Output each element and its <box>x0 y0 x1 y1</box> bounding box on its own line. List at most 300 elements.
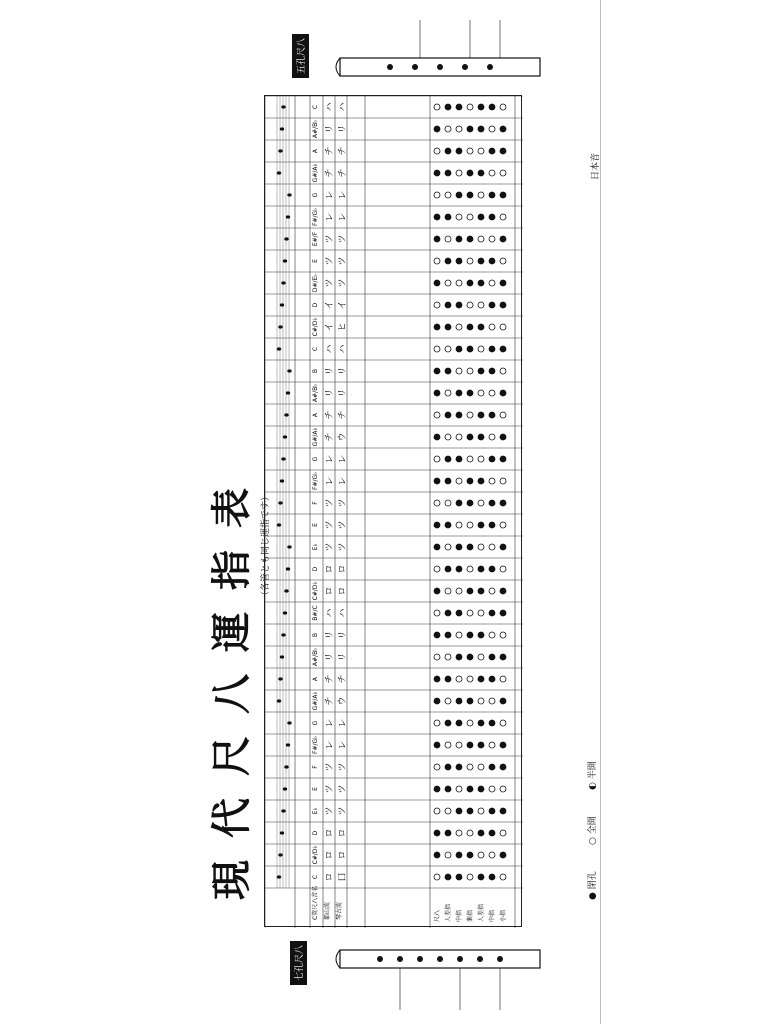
finger-hole-dot <box>500 566 506 572</box>
finger-hole-dot <box>478 786 484 792</box>
finger-hole-dot <box>489 148 495 154</box>
tozan-label: ロ <box>325 850 335 860</box>
finger-hole-dot <box>467 148 473 154</box>
finger-hole-dot <box>478 434 484 440</box>
kinko-label: ツ <box>338 520 348 530</box>
finger-hole-dot <box>478 280 484 286</box>
kinko-label: ツ <box>338 806 348 816</box>
fingering-table <box>264 95 522 927</box>
finger-hole-dot <box>478 808 484 814</box>
pitch-label: A <box>312 676 319 682</box>
pitch-label: E♭ <box>312 543 319 551</box>
finger-hole-dot <box>445 456 451 462</box>
tozan-label: レ <box>325 476 335 486</box>
note-head <box>281 809 285 812</box>
finger-hole-dot <box>489 236 495 242</box>
finger-hole-dot <box>467 522 473 528</box>
finger-hole-dot <box>445 104 451 110</box>
kinko-label: チ <box>338 674 348 684</box>
finger-hole-dot <box>434 170 440 176</box>
finger-hole-dot <box>489 214 495 220</box>
finger-hole-dot <box>467 390 473 396</box>
pitch-label: B <box>312 632 319 638</box>
finger-hole-dot <box>478 654 484 660</box>
finger-hole-dot <box>489 698 495 704</box>
kinko-label: リ <box>338 366 348 376</box>
finger-hole-dot <box>467 324 473 330</box>
finger-row-label: 中指 <box>489 909 496 922</box>
kinko-label: 口 <box>338 872 348 882</box>
finger-hole-dot <box>478 346 484 352</box>
row-label: 琴古流 <box>336 901 343 920</box>
finger-hole-dot <box>467 786 473 792</box>
finger-hole-dot <box>434 500 440 506</box>
pitch-label: C#/D♭ <box>312 581 319 601</box>
tozan-label: リ <box>325 630 335 640</box>
finger-hole-dot <box>467 742 473 748</box>
finger-hole-dot <box>478 412 484 418</box>
kinko-label: ロ <box>338 850 348 860</box>
note-head <box>281 281 285 284</box>
finger-hole-dot <box>467 368 473 374</box>
finger-hole-dot <box>500 874 506 880</box>
finger-hole-dot <box>489 412 495 418</box>
finger-hole-dot <box>456 258 462 264</box>
finger-hole-dot <box>467 346 473 352</box>
tozan-label: ツ <box>325 520 335 530</box>
finger-hole-dot <box>500 500 506 506</box>
tozan-label: リ <box>325 388 335 398</box>
kinko-label: リ <box>338 124 348 134</box>
finger-hole-dot <box>489 346 495 352</box>
tozan-label: ロ <box>325 586 335 596</box>
finger-hole-dot <box>478 610 484 616</box>
tozan-label: ハ <box>325 102 335 112</box>
finger-hole-dot <box>467 808 473 814</box>
finger-hole-dot <box>467 456 473 462</box>
finger-hole-dot <box>456 324 462 330</box>
finger-hole-dot <box>500 478 506 484</box>
pitch-label: C <box>312 346 319 352</box>
finger-hole-dot <box>478 698 484 704</box>
finger-hole-dot <box>478 830 484 836</box>
finger-hole-dot <box>500 544 506 550</box>
finger-hole-dot <box>500 654 506 660</box>
finger-hole-dot <box>478 566 484 572</box>
finger-hole-dot <box>489 676 495 682</box>
finger-hole-dot <box>478 588 484 594</box>
finger-hole-dot <box>445 126 451 132</box>
pitch-label: A#/B♭ <box>312 119 319 139</box>
note-head <box>283 787 287 790</box>
tozan-label: チ <box>325 146 335 156</box>
finger-hole-dot <box>478 544 484 550</box>
finger-hole-dot <box>489 786 495 792</box>
finger-hole-dot <box>500 764 506 770</box>
tozan-label: ロ <box>325 872 335 882</box>
note-head <box>284 589 288 592</box>
finger-hole-dot <box>500 456 506 462</box>
footer-brand: 日本音 <box>591 152 601 180</box>
finger-hole-dot <box>434 874 440 880</box>
finger-hole-dot <box>445 280 451 286</box>
finger-hole-dot <box>500 434 506 440</box>
finger-hole-dot <box>434 192 440 198</box>
finger-hole-dot <box>445 632 451 638</box>
finger-hole-dot <box>500 236 506 242</box>
finger-hole-dot <box>434 742 440 748</box>
finger-hole-dot <box>478 324 484 330</box>
tozan-label: レ <box>325 454 335 464</box>
tozan-label: リ <box>325 366 335 376</box>
finger-hole-dot <box>445 874 451 880</box>
finger-hole-dot <box>434 522 440 528</box>
finger-hole-dot <box>500 214 506 220</box>
finger-hole-dot <box>467 698 473 704</box>
finger-hole-dot <box>445 522 451 528</box>
finger-hole-dot <box>456 676 462 682</box>
finger-hole-dot <box>467 214 473 220</box>
finger-hole-dot <box>489 720 495 726</box>
pitch-label: E <box>312 787 319 791</box>
finger-hole-dot <box>434 214 440 220</box>
finger-hole-dot <box>434 368 440 374</box>
row-label: 都山流 <box>324 901 331 920</box>
seven-hole-pipe-diagram <box>330 930 560 1020</box>
tozan-label: ツ <box>325 784 335 794</box>
finger-hole-dot <box>456 632 462 638</box>
finger-hole-dot <box>445 478 451 484</box>
finger-hole-dot <box>445 676 451 682</box>
finger-hole-dot <box>456 302 462 308</box>
finger-hole-dot <box>467 170 473 176</box>
finger-hole-dot <box>434 412 440 418</box>
finger-hole-dot <box>445 302 451 308</box>
finger-hole-dot <box>467 588 473 594</box>
finger-hole-dot <box>478 148 484 154</box>
row-label: C管尺八音名 <box>312 885 319 920</box>
pitch-label: G <box>312 192 319 198</box>
pitch-label: B <box>312 368 319 374</box>
kinko-label: レ <box>338 212 348 222</box>
finger-hole-dot <box>434 148 440 154</box>
kinko-label: レ <box>338 718 348 728</box>
note-head <box>280 479 284 482</box>
finger-hole-dot <box>445 192 451 198</box>
note-head <box>278 677 282 680</box>
finger-hole-dot <box>434 456 440 462</box>
tozan-label: ハ <box>325 344 335 354</box>
pitch-label: A#/B♭ <box>312 647 319 667</box>
finger-hole-dot <box>434 676 440 682</box>
finger-hole-dot <box>445 500 451 506</box>
finger-hole-dot <box>478 192 484 198</box>
finger-hole-dot <box>434 478 440 484</box>
note-head <box>287 545 291 548</box>
finger-hole-dot <box>489 852 495 858</box>
finger-hole-dot <box>489 588 495 594</box>
finger-hole-dot <box>434 258 440 264</box>
finger-hole-dot <box>489 280 495 286</box>
note-head <box>286 743 290 746</box>
note-head <box>277 699 281 702</box>
finger-hole-dot <box>478 742 484 748</box>
kinko-label: チ <box>338 146 348 156</box>
finger-hole-dot <box>478 874 484 880</box>
fingering-table-svg <box>265 96 523 928</box>
finger-hole-dot <box>478 170 484 176</box>
pitch-label: C <box>312 874 319 880</box>
finger-hole-dot <box>489 874 495 880</box>
finger-hole-dot <box>445 236 451 242</box>
finger-hole-dot <box>434 698 440 704</box>
finger-hole-dot <box>489 830 495 836</box>
finger-hole-dot <box>489 104 495 110</box>
pitch-label: G#/A♭ <box>312 163 319 183</box>
tozan-label: チ <box>325 410 335 420</box>
finger-hole-dot <box>445 566 451 572</box>
finger-hole-dot <box>478 236 484 242</box>
finger-hole-dot <box>489 302 495 308</box>
note-head <box>284 765 288 768</box>
finger-row-label: 薬指 <box>467 909 474 922</box>
note-head <box>287 369 291 372</box>
finger-hole-dot <box>434 302 440 308</box>
note-head <box>280 831 284 834</box>
finger-hole-dot <box>478 676 484 682</box>
tozan-label: イ <box>325 300 335 310</box>
kinko-label: ロ <box>338 828 348 838</box>
note-head <box>277 523 281 526</box>
finger-hole-dot <box>434 544 440 550</box>
pitch-label: E <box>312 523 319 527</box>
finger-hole-dot <box>434 588 440 594</box>
note-head <box>280 303 284 306</box>
kinko-label: リ <box>338 388 348 398</box>
finger-row-label: 小指 <box>500 909 507 922</box>
note-head <box>283 435 287 438</box>
note-head <box>277 171 281 174</box>
pitch-label: G <box>312 456 319 462</box>
kinko-label: ツ <box>338 256 348 266</box>
tozan-label: チ <box>325 168 335 178</box>
finger-row-label: 人差指 <box>445 903 452 922</box>
note-head <box>280 655 284 658</box>
finger-hole-dot <box>478 214 484 220</box>
finger-hole-dot <box>434 104 440 110</box>
pitch-label: G#/A♭ <box>312 427 319 447</box>
finger-hole-dot <box>467 830 473 836</box>
finger-hole-dot <box>467 874 473 880</box>
finger-hole-dot <box>434 566 440 572</box>
finger-hole-dot <box>489 764 495 770</box>
finger-hole-dot <box>500 632 506 638</box>
finger-hole-dot <box>434 632 440 638</box>
pitch-label: G <box>312 720 319 726</box>
finger-hole-dot <box>456 412 462 418</box>
pitch-label: D <box>312 566 319 572</box>
finger-hole-dot <box>478 852 484 858</box>
kinko-label: ツ <box>338 498 348 508</box>
finger-hole-dot <box>434 720 440 726</box>
finger-hole-dot <box>500 324 506 330</box>
finger-hole-dot <box>478 368 484 374</box>
finger-hole-dot <box>456 764 462 770</box>
pitch-label: F#/G♭ <box>312 736 319 754</box>
tozan-label: ツ <box>325 278 335 288</box>
five-hole-pipe-diagram <box>330 10 560 95</box>
pitch-label: G#/A♭ <box>312 691 319 711</box>
kinko-label: ハ <box>338 102 348 112</box>
kinko-label: ハ <box>338 344 348 354</box>
kinko-label: リ <box>338 630 348 640</box>
kinko-label: ハ <box>338 608 348 618</box>
finger-hole-dot <box>456 456 462 462</box>
finger-hole-dot <box>456 170 462 176</box>
finger-hole-dot <box>467 434 473 440</box>
finger-hole-dot <box>478 764 484 770</box>
tozan-label: ツ <box>325 542 335 552</box>
finger-hole-dot <box>467 478 473 484</box>
pitch-label: E <box>312 259 319 263</box>
legend-half: ◐ 半開 <box>588 761 598 790</box>
seven-hole-badge: 七孔尺八 <box>290 941 307 985</box>
note-head <box>284 413 288 416</box>
tozan-label: ツ <box>325 256 335 266</box>
finger-hole-dot <box>489 170 495 176</box>
finger-hole-dot <box>456 346 462 352</box>
finger-hole-dot <box>500 104 506 110</box>
finger-hole-dot <box>456 808 462 814</box>
finger-hole-dot <box>467 632 473 638</box>
finger-hole-dot <box>467 720 473 726</box>
kinko-label: レ <box>338 190 348 200</box>
tozan-label: ツ <box>325 806 335 816</box>
finger-hole-dot <box>500 368 506 374</box>
finger-hole-dot <box>456 588 462 594</box>
finger-hole-dot <box>434 280 440 286</box>
pitch-label: F <box>312 765 319 769</box>
tozan-label: リ <box>325 124 335 134</box>
tozan-label: レ <box>325 718 335 728</box>
pitch-label: D <box>312 830 319 836</box>
finger-hole-dot <box>467 104 473 110</box>
pitch-label: D#/E♭ <box>312 273 319 293</box>
finger-hole-dot <box>489 654 495 660</box>
finger-hole-dot <box>500 610 506 616</box>
finger-hole-dot <box>434 808 440 814</box>
tozan-label: ロ <box>325 564 335 574</box>
finger-hole-dot <box>500 786 506 792</box>
finger-hole-dot <box>489 258 495 264</box>
finger-hole-dot <box>456 478 462 484</box>
finger-hole-dot <box>456 566 462 572</box>
finger-hole-dot <box>456 280 462 286</box>
note-head <box>280 127 284 130</box>
finger-hole-dot <box>434 786 440 792</box>
finger-hole-dot <box>456 830 462 836</box>
finger-hole-dot <box>456 720 462 726</box>
finger-hole-dot <box>434 324 440 330</box>
finger-hole-dot <box>489 478 495 484</box>
finger-hole-dot <box>489 324 495 330</box>
finger-hole-dot <box>478 390 484 396</box>
finger-hole-dot <box>445 346 451 352</box>
kinko-label: レ <box>338 740 348 750</box>
note-head <box>283 259 287 262</box>
finger-hole-dot <box>500 346 506 352</box>
finger-hole-dot <box>467 280 473 286</box>
pitch-label: A <box>312 412 319 418</box>
finger-hole-dot <box>500 148 506 154</box>
finger-hole-dot <box>456 852 462 858</box>
legend-open: ○ 全開 <box>588 816 598 845</box>
page-subtitle: （各管とも同じ運指です） <box>261 491 271 600</box>
five-hole-badge: 五孔尺八 <box>292 34 309 78</box>
finger-hole-dot <box>467 764 473 770</box>
finger-hole-dot <box>456 698 462 704</box>
pitch-label: F#/G♭ <box>312 472 319 490</box>
pitch-label: C <box>312 104 319 110</box>
finger-hole-dot <box>489 610 495 616</box>
note-head <box>286 391 290 394</box>
kinko-label: ツ <box>338 542 348 552</box>
finger-hole-dot <box>456 390 462 396</box>
tozan-label: チ <box>325 696 335 706</box>
finger-hole-dot <box>445 258 451 264</box>
kinko-label: チ <box>338 410 348 420</box>
finger-hole-dot <box>478 258 484 264</box>
tozan-label: レ <box>325 740 335 750</box>
tozan-label: ハ <box>325 608 335 618</box>
finger-hole-dot <box>478 478 484 484</box>
pitch-label: E#/F <box>312 231 319 247</box>
finger-hole-dot <box>500 742 506 748</box>
finger-hole-dot <box>500 698 506 704</box>
finger-hole-dot <box>434 830 440 836</box>
kinko-label: ウ <box>338 696 348 706</box>
finger-hole-dot <box>456 214 462 220</box>
finger-hole-dot <box>456 742 462 748</box>
kinko-label: ヒ <box>338 322 348 332</box>
tozan-label: レ <box>325 190 335 200</box>
note-head <box>281 633 285 636</box>
finger-hole-dot <box>456 104 462 110</box>
finger-hole-dot <box>445 808 451 814</box>
finger-hole-dot <box>489 808 495 814</box>
finger-hole-dot <box>445 170 451 176</box>
finger-hole-dot <box>467 852 473 858</box>
kinko-label: リ <box>338 652 348 662</box>
finger-hole-dot <box>445 720 451 726</box>
finger-hole-dot <box>456 500 462 506</box>
note-head <box>278 501 282 504</box>
pitch-label: F <box>312 501 319 505</box>
finger-hole-dot <box>434 236 440 242</box>
finger-row-label: 尺八 <box>434 909 441 922</box>
finger-hole-dot <box>434 610 440 616</box>
finger-hole-dot <box>489 544 495 550</box>
finger-hole-dot <box>467 566 473 572</box>
note-head <box>277 347 281 350</box>
finger-hole-dot <box>500 280 506 286</box>
finger-hole-dot <box>467 544 473 550</box>
finger-hole-dot <box>478 500 484 506</box>
note-head <box>278 853 282 856</box>
finger-hole-dot <box>467 676 473 682</box>
kinko-label: ツ <box>338 784 348 794</box>
finger-hole-dot <box>489 500 495 506</box>
